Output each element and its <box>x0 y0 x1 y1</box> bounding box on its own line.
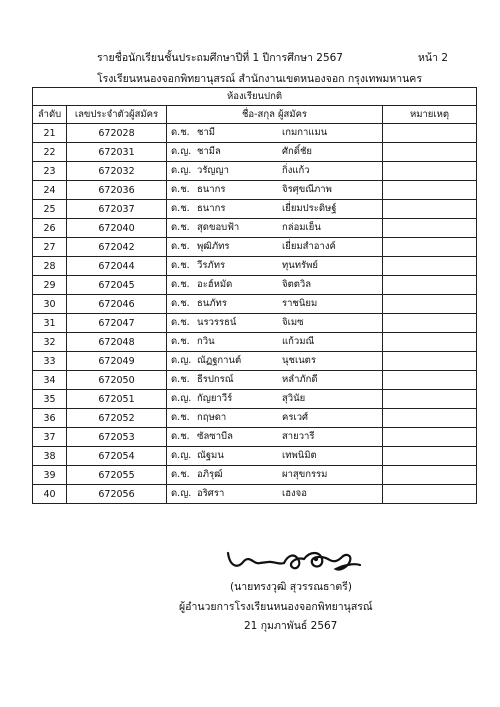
last-name: ทุนทรัพย์ <box>282 260 318 271</box>
applicant-id-cell: 672053 <box>67 428 167 447</box>
name-prefix: ด.ช. <box>171 203 190 214</box>
first-name: วรัญญา <box>197 165 229 176</box>
last-name: เฮงจอ <box>282 488 307 499</box>
first-name: นรวรรธน์ <box>197 317 237 328</box>
first-name: ธีรปกรณ์ <box>197 374 234 385</box>
document-date: 21 กุมภาพันธ์ 2567 <box>244 620 338 632</box>
column-header-note: หมายเหตุ <box>383 106 477 124</box>
applicant-id-cell: 672032 <box>67 162 167 181</box>
last-name: สายวารี <box>282 431 315 442</box>
last-name: เกมกาแมน <box>282 127 328 138</box>
name-cell <box>167 181 383 200</box>
name-cell <box>167 257 383 276</box>
note-cell <box>383 447 477 466</box>
last-name: ผาสุขกรรม <box>282 469 328 480</box>
last-name: เทพนิมิต <box>282 450 317 461</box>
order-cell: 25 <box>33 200 67 219</box>
name-cell <box>167 428 383 447</box>
table-row <box>33 200 477 219</box>
order-cell: 35 <box>33 390 67 409</box>
table-row <box>33 333 477 352</box>
first-name: ธนากร <box>197 184 226 195</box>
applicant-id-cell: 672042 <box>67 238 167 257</box>
first-name: ชามีล <box>197 146 221 157</box>
name-cell <box>167 466 383 485</box>
note-cell <box>383 124 477 143</box>
order-cell: 31 <box>33 314 67 333</box>
applicant-id-cell: 672028 <box>67 124 167 143</box>
name-cell <box>167 371 383 390</box>
last-name: กล่อมเย็น <box>282 222 321 233</box>
first-name: ณัฐมน <box>197 450 224 461</box>
name-cell <box>167 447 383 466</box>
order-cell: 40 <box>33 485 67 504</box>
first-name: พุฒิภัทร <box>197 241 230 252</box>
name-cell <box>167 200 383 219</box>
note-cell <box>383 333 477 352</box>
document-title: รายชื่อนักเรียนชั้นประถมศึกษาปีที่ 1 ปีการศึกษา 2567 <box>97 52 343 64</box>
last-name: แก้วมณี <box>282 336 315 347</box>
name-prefix: ด.ญ. <box>171 146 192 157</box>
order-cell: 33 <box>33 352 67 371</box>
table-row <box>33 409 477 428</box>
header-row <box>33 106 477 124</box>
order-cell: 29 <box>33 276 67 295</box>
note-cell <box>383 143 477 162</box>
table-row <box>33 219 477 238</box>
order-cell: 37 <box>33 428 67 447</box>
column-header-applicant-id: เลขประจำตัวผู้สมัคร <box>67 106 167 124</box>
order-cell: 39 <box>33 466 67 485</box>
section-row <box>33 88 477 106</box>
first-name: อริศรา <box>197 488 225 499</box>
last-name: เยี่ยมประดิษฐ์ <box>282 203 337 214</box>
student-table <box>32 87 477 504</box>
name-cell <box>167 219 383 238</box>
applicant-id-cell: 672052 <box>67 409 167 428</box>
applicant-id-cell: 672045 <box>67 276 167 295</box>
first-name: กฤษดา <box>197 412 227 423</box>
name-prefix: ด.ญ. <box>171 488 192 499</box>
note-cell <box>383 162 477 181</box>
name-cell <box>167 333 383 352</box>
table-row <box>33 238 477 257</box>
order-cell: 22 <box>33 143 67 162</box>
note-cell <box>383 466 477 485</box>
last-name: นุชเนตร <box>282 355 316 366</box>
applicant-id-cell: 672056 <box>67 485 167 504</box>
name-cell <box>167 485 383 504</box>
first-name: อะฮ์หมัด <box>197 279 233 290</box>
last-name: เยี่ยมสำอางค์ <box>282 241 336 252</box>
signatory-name: (นายทรงวุฒิ สุวรรณธาตรี) <box>230 581 352 593</box>
first-name: กวิน <box>197 336 215 347</box>
signature-image <box>224 545 364 577</box>
name-cell <box>167 409 383 428</box>
table-row <box>33 428 477 447</box>
table-row <box>33 390 477 409</box>
name-prefix: ด.ช. <box>171 222 190 233</box>
order-cell: 23 <box>33 162 67 181</box>
name-cell <box>167 124 383 143</box>
applicant-id-cell: 672044 <box>67 257 167 276</box>
name-prefix: ด.ช. <box>171 317 190 328</box>
applicant-id-cell: 672051 <box>67 390 167 409</box>
order-cell: 28 <box>33 257 67 276</box>
note-cell <box>383 409 477 428</box>
table-row <box>33 485 477 504</box>
name-prefix: ด.ช. <box>171 431 190 442</box>
last-name: สุวินัย <box>282 393 306 404</box>
name-cell <box>167 143 383 162</box>
note-cell <box>383 428 477 447</box>
name-cell <box>167 162 383 181</box>
table-body <box>33 124 477 504</box>
column-header-name: ชื่อ-สกุล ผู้สมัคร <box>167 106 383 124</box>
table-row <box>33 447 477 466</box>
name-cell <box>167 390 383 409</box>
applicant-id-cell: 672055 <box>67 466 167 485</box>
table-row <box>33 314 477 333</box>
name-prefix: ด.ญ. <box>171 355 192 366</box>
applicant-id-cell: 672031 <box>67 143 167 162</box>
applicant-id-cell: 672047 <box>67 314 167 333</box>
table-row <box>33 371 477 390</box>
note-cell <box>383 295 477 314</box>
note-cell <box>383 219 477 238</box>
order-cell: 30 <box>33 295 67 314</box>
name-prefix: ด.ช. <box>171 279 190 290</box>
applicant-id-cell: 672046 <box>67 295 167 314</box>
school-line: โรงเรียนหนองจอกพิทยานุสรณ์ สำนักงานเขตหนองจอก กรุงเทพมหานคร <box>97 73 422 85</box>
first-name: ธนากร <box>197 203 226 214</box>
name-prefix: ด.ช. <box>171 298 190 309</box>
first-name: วีรภัทร <box>197 260 226 271</box>
last-name: จิเมซ <box>282 317 304 328</box>
last-name: ศักดิ์ชัย <box>282 146 312 157</box>
applicant-id-cell: 672048 <box>67 333 167 352</box>
applicant-id-cell: 672040 <box>67 219 167 238</box>
note-cell <box>383 181 477 200</box>
name-cell <box>167 276 383 295</box>
last-name: กิ่งแก้ว <box>282 165 310 176</box>
note-cell <box>383 371 477 390</box>
note-cell <box>383 352 477 371</box>
table-row <box>33 257 477 276</box>
last-name: ราชนิยม <box>282 298 318 309</box>
table-row <box>33 143 477 162</box>
order-cell: 36 <box>33 409 67 428</box>
first-name: ชามี <box>197 127 216 138</box>
first-name: สุดขอบฟ้า <box>197 222 240 233</box>
name-prefix: ด.ญ. <box>171 450 192 461</box>
table-row <box>33 181 477 200</box>
name-prefix: ด.ญ. <box>171 393 192 404</box>
page-number: หน้า 2 <box>418 52 449 64</box>
table-row <box>33 276 477 295</box>
name-cell <box>167 295 383 314</box>
order-cell: 24 <box>33 181 67 200</box>
name-prefix: ด.ช. <box>171 241 190 252</box>
first-name: ธนภัทร <box>197 298 227 309</box>
note-cell <box>383 257 477 276</box>
order-cell: 21 <box>33 124 67 143</box>
order-cell: 27 <box>33 238 67 257</box>
note-cell <box>383 485 477 504</box>
name-prefix: ด.ช. <box>171 127 190 138</box>
name-prefix: ด.ญ. <box>171 165 192 176</box>
order-cell: 38 <box>33 447 67 466</box>
first-name: อภิรุฒ์ <box>197 469 223 480</box>
name-cell <box>167 314 383 333</box>
last-name: จิรศุขณีภาพ <box>282 184 332 195</box>
name-prefix: ด.ช. <box>171 412 190 423</box>
order-cell: 34 <box>33 371 67 390</box>
applicant-id-cell: 672036 <box>67 181 167 200</box>
name-cell <box>167 238 383 257</box>
applicant-id-cell: 672054 <box>67 447 167 466</box>
section-title: ห้องเรียนปกติ <box>33 88 477 106</box>
first-name: ซัลซาบีล <box>197 431 233 442</box>
applicant-id-cell: 672050 <box>67 371 167 390</box>
last-name: ครเวศ์ <box>282 412 309 423</box>
column-header-order: ลำดับ <box>33 106 67 124</box>
note-cell <box>383 276 477 295</box>
table-row <box>33 466 477 485</box>
name-prefix: ด.ช. <box>171 374 190 385</box>
table-row <box>33 295 477 314</box>
note-cell <box>383 200 477 219</box>
name-prefix: ด.ช. <box>171 336 190 347</box>
name-prefix: ด.ช. <box>171 260 190 271</box>
name-prefix: ด.ช. <box>171 184 190 195</box>
note-cell <box>383 390 477 409</box>
table-row <box>33 162 477 181</box>
applicant-id-cell: 672049 <box>67 352 167 371</box>
note-cell <box>383 314 477 333</box>
note-cell <box>383 238 477 257</box>
first-name: ณัฏฐกานต์ <box>197 355 242 366</box>
order-cell: 32 <box>33 333 67 352</box>
table-row <box>33 352 477 371</box>
name-cell <box>167 352 383 371</box>
last-name: หลำภักดี <box>282 374 318 385</box>
last-name: จิตตวิล <box>282 279 312 290</box>
name-prefix: ด.ช. <box>171 469 190 480</box>
signatory-position: ผู้อำนวยการโรงเรียนหนองจอกพิทยานุสรณ์ <box>179 601 373 613</box>
table-row <box>33 124 477 143</box>
first-name: กัญยาวีร์ <box>197 393 233 404</box>
order-cell: 26 <box>33 219 67 238</box>
applicant-id-cell: 672037 <box>67 200 167 219</box>
